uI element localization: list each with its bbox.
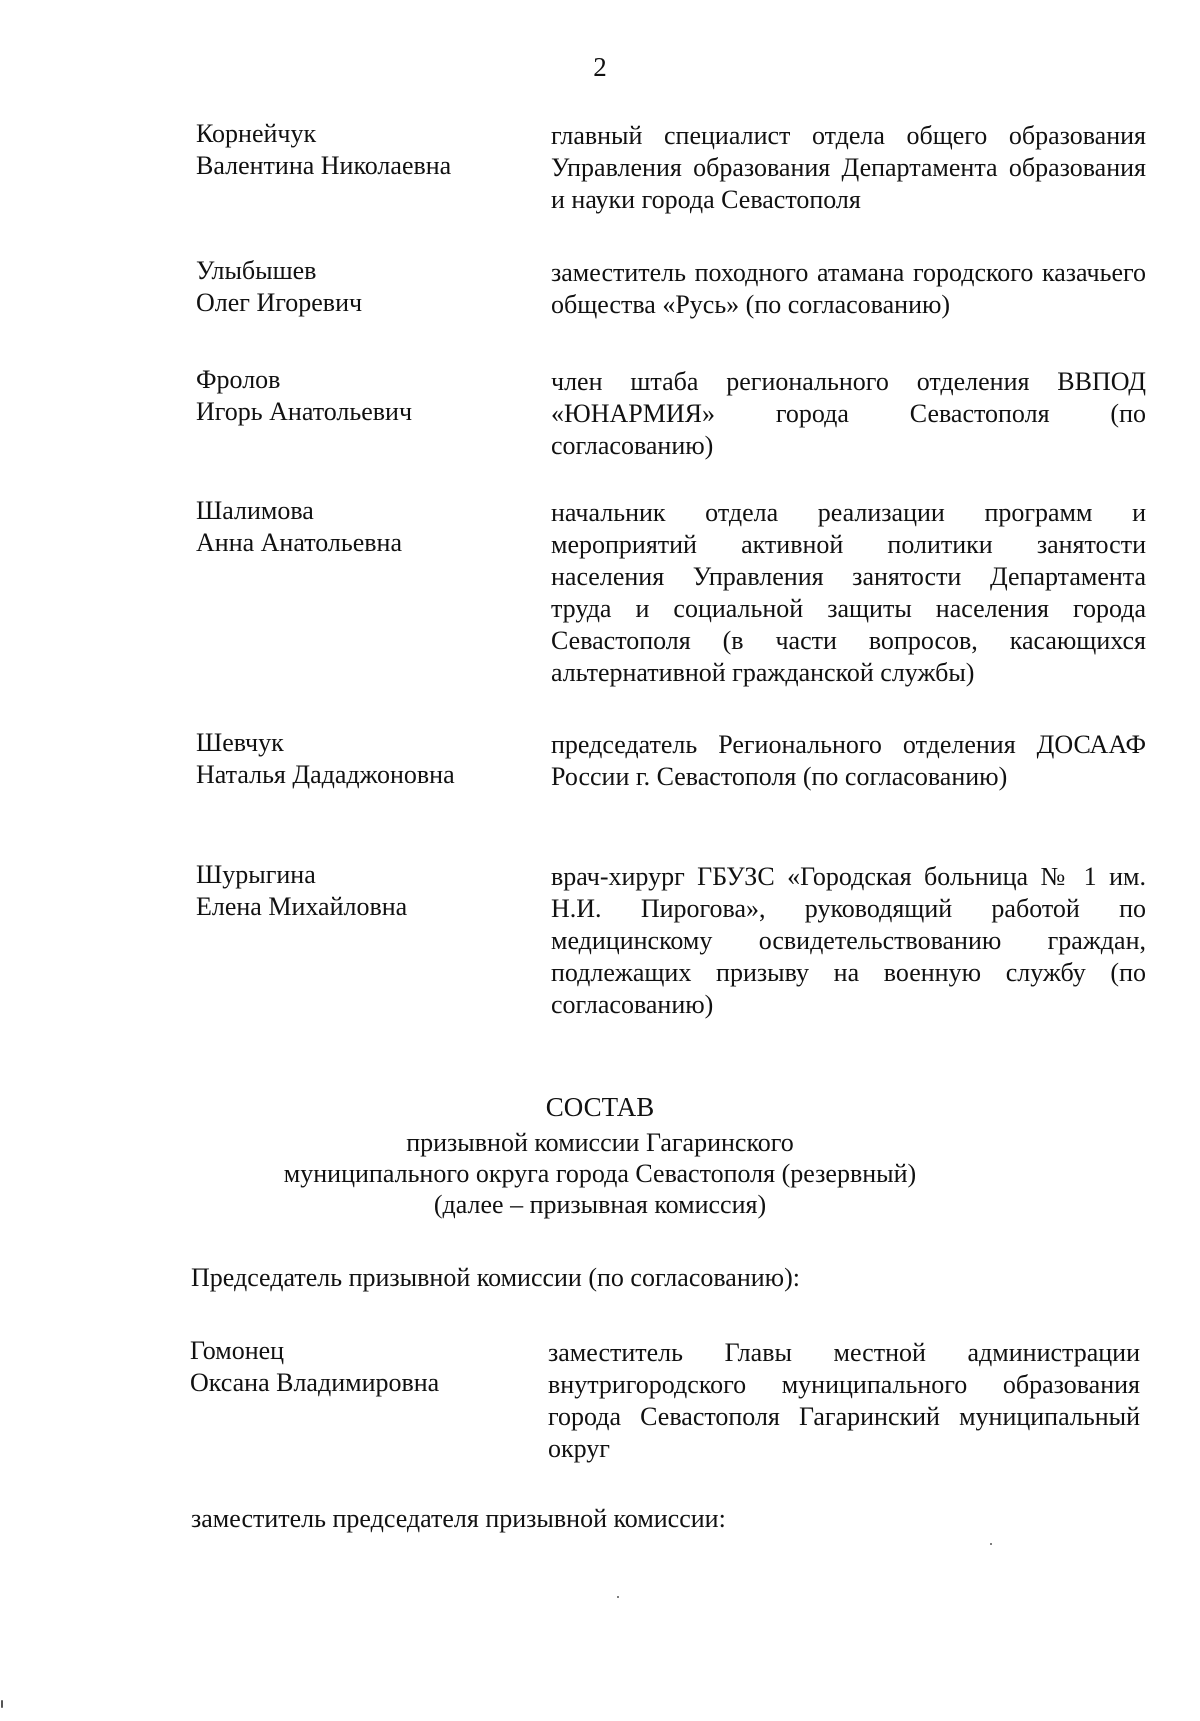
member-given-names: Оксана Владимировна <box>190 1368 440 1397</box>
scan-speck <box>1 1700 3 1708</box>
member-position: заместитель походного атамана городского казачьего общества «Русь» (по согласованию) <box>551 258 1146 319</box>
member-name <box>196 495 536 559</box>
member-surname: Шевчук <box>196 728 284 757</box>
member-surname: Шурыгина <box>196 860 316 889</box>
scan-speck <box>990 1543 992 1545</box>
chair-heading: Председатель призывной комиссии (по согласованию): <box>191 1263 800 1292</box>
member-given-names: Елена Михайловна <box>196 892 408 921</box>
section-subtitle-line: (далее – призывная комиссия) <box>433 1190 767 1219</box>
member-position: начальник отдела реализации программ и мероприятий активной политики занятости населения Управления занятости Департамента труда и социальной защиты населения города Севастополя (в части вопросов, касающихся альтернативной гражданской службы) <box>551 498 1146 687</box>
section-heading <box>0 1092 1200 1220</box>
section-subtitle-line: призывной комиссии Гагаринского <box>406 1128 794 1157</box>
deputy-heading: заместитель председателя призывной комиссии: <box>191 1504 726 1533</box>
member-given-names: Валентина Николаевна <box>196 151 452 180</box>
member-position: заместитель Главы местной администрации внутригородского муниципального образования города Севастополя Гагаринский муниципальный округ <box>548 1338 1140 1463</box>
member-surname: Улыбышев <box>196 256 317 285</box>
member-surname: Гомонец <box>190 1336 285 1365</box>
member-position: главный специалист отдела общего образования Управления образования Департамента образования и науки города Севастополя <box>551 121 1146 214</box>
member-position: председатель Регионального отделения ДОСААФ России г. Севастополя (по согласованию) <box>551 730 1146 791</box>
member-name <box>196 118 536 182</box>
member-given-names: Наталья Дададжоновна <box>196 760 455 789</box>
member-surname: Шалимова <box>196 496 314 525</box>
member-position: член штаба регионального отделения ВВПОД «ЮНАРМИЯ» города Севастополя (по согласованию) <box>551 367 1146 460</box>
member-name <box>196 859 536 923</box>
section-subtitle-line: муниципального округа города Севастополя (резервный) <box>283 1159 917 1188</box>
member-given-names: Олег Игоревич <box>196 288 363 317</box>
member-surname: Корнейчук <box>196 119 317 148</box>
member-name <box>190 1335 530 1399</box>
member-name <box>196 727 536 791</box>
section-title: СОСТАВ <box>545 1092 655 1122</box>
member-given-names: Игорь Анатольевич <box>196 397 413 426</box>
scan-speck <box>617 1596 619 1598</box>
member-name <box>196 364 536 428</box>
member-surname: Фролов <box>196 365 281 394</box>
member-position: врач-хирург ГБУЗС «Городская больница № 1 им. Н.И. Пирогова», руководящий работой по медицинскому освидетельствованию граждан, подлежащих призыву на военную службу (по согласованию) <box>551 862 1146 1019</box>
page-number: 2 <box>593 52 607 82</box>
member-given-names: Анна Анатольевна <box>196 528 402 557</box>
member-name <box>196 255 536 319</box>
